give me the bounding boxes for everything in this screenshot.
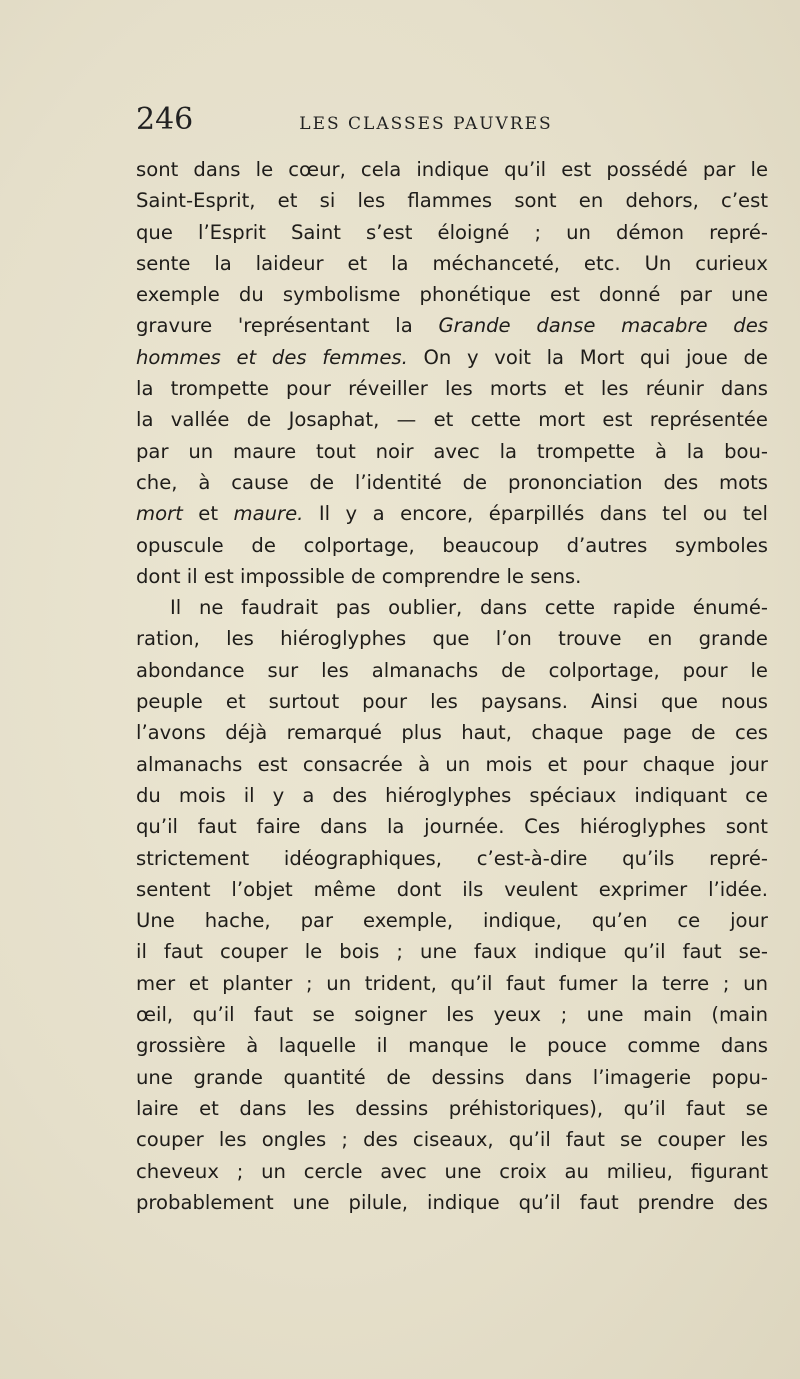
text-segment: Il ne faudrait pas oublier, dans cette rapide énumé-: [170, 596, 768, 620]
text-segment: œil, qu’il faut se soigner les yeux ; une main (main: [136, 1003, 768, 1027]
text-segment: che, à cause de l’identité de prononciation des mots: [136, 470, 768, 494]
paragraph: [136, 154, 768, 592]
text-line: [136, 717, 768, 748]
text-line: [136, 404, 768, 435]
text-segment: couper les ongles ; des ciseaux, qu’il faut se couper les: [136, 1128, 768, 1152]
text-line: [136, 561, 768, 592]
text-segment: par un maure tout noir avec la trompette à la bou-: [136, 439, 768, 463]
page-number: 246: [136, 102, 194, 137]
text-segment: Une hache, par exemple, indique, qu’en ce jour: [136, 909, 768, 933]
text-segment: que l’Esprit Saint s’est éloigné ; un démon repré-: [136, 220, 768, 244]
text-segment: Saint-Esprit, et si les flammes sont en dehors, c’est: [136, 189, 768, 213]
text-line: [136, 154, 768, 185]
text-segment: exemple du symbolisme phonétique est donné par une: [136, 283, 768, 307]
paragraph: [136, 592, 768, 1218]
text-line: [136, 843, 768, 874]
text-line: [136, 874, 768, 905]
text-line: [136, 686, 768, 717]
text-segment: gravure 'représentant la: [136, 314, 439, 338]
text-segment: sentent l’objet même dont ils veulent exprimer l’idée.: [136, 877, 768, 901]
text-segment: almanachs est consacrée à un mois et pour chaque jour: [136, 752, 768, 776]
running-title: LES CLASSES PAUVRES: [299, 114, 553, 134]
text-segment: une grande quantité de dessins dans l’imagerie popu-: [136, 1065, 768, 1089]
text-segment: cheveux ; un cercle avec une croix au milieu, figurant: [136, 1159, 768, 1183]
text-line: [136, 780, 768, 811]
text-segment: la trompette pour réveiller les morts et les réunir dans: [136, 377, 768, 401]
page-header: [136, 100, 768, 140]
text-segment: grossière à laquelle il manque le pouce comme dans: [136, 1034, 768, 1058]
text-segment: dont il est impossible de comprendre le sens.: [136, 564, 582, 588]
text-line: [136, 310, 768, 341]
italic-text: hommes et des femmes.: [136, 345, 408, 369]
text-segment: l’avons déjà remarqué plus haut, chaque page de ces: [136, 721, 768, 745]
text-segment: peuple et surtout pour les paysans. Ainsi que nous: [136, 690, 768, 714]
text-line: [136, 373, 768, 404]
text-line: [136, 1062, 768, 1093]
text-segment: On y voit la Mort qui joue de: [407, 345, 768, 369]
text-line: [136, 1187, 768, 1218]
text-line: [136, 623, 768, 654]
text-segment: sente la laideur et la méchanceté, etc. Un curieux: [136, 251, 768, 275]
text-segment: abondance sur les almanachs de colportage, pour le: [136, 658, 768, 682]
text-line: [136, 936, 768, 967]
text-segment: laire et dans les dessins préhistoriques), qu’il faut se: [136, 1096, 768, 1120]
text-line: [136, 436, 768, 467]
text-segment: du mois il y a des hiéroglyphes spéciaux indiquant ce: [136, 783, 768, 807]
text-line: [136, 1030, 768, 1061]
italic-text: mort: [136, 502, 183, 526]
text-line: [136, 655, 768, 686]
italic-text: maure.: [233, 502, 304, 526]
text-segment: probablement une pilule, indique qu’il faut prendre des: [136, 1190, 768, 1214]
italic-text: Grande danse macabre des: [438, 314, 768, 338]
text-segment: opuscule de colportage, beaucoup d’autres symboles: [136, 533, 768, 557]
text-line: [136, 749, 768, 780]
text-line: [136, 592, 768, 623]
text-line: [136, 498, 768, 529]
text-segment: ration, les hiéroglyphes que l’on trouve en grande: [136, 627, 768, 651]
text-line: [136, 999, 768, 1030]
text-line: [136, 1124, 768, 1155]
text-line: [136, 1156, 768, 1187]
text-segment: mer et planter ; un trident, qu’il faut fumer la terre ; un: [136, 971, 768, 995]
text-line: [136, 530, 768, 561]
text-line: [136, 279, 768, 310]
text-line: [136, 905, 768, 936]
text-line: [136, 1093, 768, 1124]
text-line: [136, 217, 768, 248]
text-line: [136, 811, 768, 842]
text-line: [136, 185, 768, 216]
text-segment: qu’il faut faire dans la journée. Ces hiéroglyphes sont: [136, 815, 768, 839]
text-line: [136, 467, 768, 498]
text-line: [136, 248, 768, 279]
text-segment: et: [182, 502, 234, 526]
text-segment: la vallée de Josaphat, — et cette mort est représentée: [136, 408, 768, 432]
text-segment: sont dans le cœur, cela indique qu’il est possédé par le: [136, 158, 768, 181]
text-segment: il faut couper le bois ; une faux indique qu’il faut se-: [136, 940, 768, 964]
text-segment: strictement idéographiques, c’est-à-dire qu’ils repré-: [136, 846, 768, 870]
body-text: [136, 154, 768, 1218]
text-line: [136, 342, 768, 373]
text-line: [136, 968, 768, 999]
text-segment: Il y a encore, éparpillés dans tel ou tel: [303, 502, 768, 526]
